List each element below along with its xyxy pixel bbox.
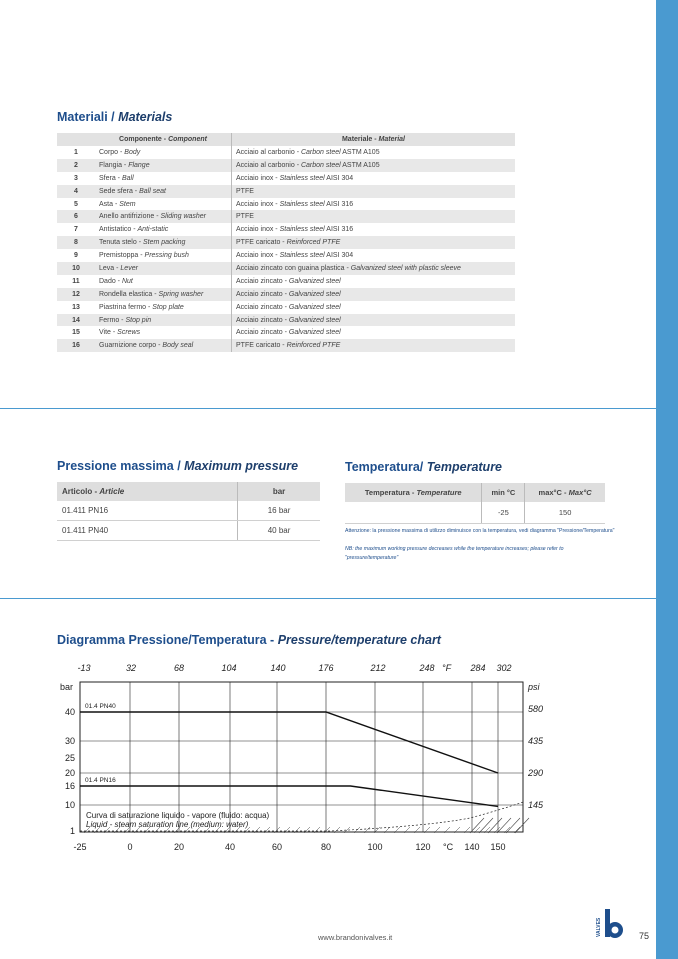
y-tick-label-bar: 20 <box>64 768 75 778</box>
x-tick-label-f: 248 <box>419 663 435 673</box>
col-bar: bar <box>238 482 320 501</box>
hatch-mark <box>497 818 511 833</box>
series-label: 01.4 PN40 <box>85 703 116 710</box>
col-max: max°C - Max°C <box>525 483 605 502</box>
logo-text: VALVES <box>596 917 602 937</box>
x-tick-label-c: 80 <box>320 842 332 852</box>
x-tick-label-f: 104 <box>221 663 237 673</box>
series-line-pn40 <box>80 712 498 773</box>
x-tick-label-f: 140 <box>270 663 286 673</box>
pressure-temperature-chart <box>0 650 656 865</box>
table-row: 16 Guarnizione corpo - Body seal PTFE caricato - Reinforced PTFE <box>57 339 515 352</box>
table-row: 3 Sfera - Ball Acciaio inox - Stainless steel AISI 304 <box>57 172 515 185</box>
table-row: 01.411 PN40 40 bar <box>57 521 320 541</box>
y-tick-label-bar: 25 <box>64 753 75 763</box>
x-tick-label-c: 150 <box>490 842 506 852</box>
table-row: 15 Vite - Screws Acciaio zincato - Galvanized steel <box>57 326 515 339</box>
x-tick-label-c: 20 <box>173 842 185 852</box>
y-tick-label-psi: 290 <box>528 768 544 778</box>
y-axis-label-bar: bar <box>60 682 74 692</box>
table-row: 12 Rondella elastica - Spring washer Acciaio zincato - Galvanized steel <box>57 288 515 301</box>
table-row: 7 Antistatico - Anti-static Acciaio inox - Stainless steel AISI 316 <box>57 223 515 236</box>
plot-frame <box>80 682 523 832</box>
y-tick-label-bar: 16 <box>64 781 75 791</box>
hatch-mark <box>506 818 520 833</box>
table-row: 2 Flangia - Flange Acciaio al carbonio - Carbon steel ASTM A105 <box>57 159 515 172</box>
temperature-table <box>345 483 605 524</box>
x-tick-label-f: 212 <box>370 663 386 673</box>
materials-header-row <box>57 133 515 146</box>
y-tick-label-psi: 145 <box>528 800 544 810</box>
table-row: 4 Sede sfera - Ball seat PTFE <box>57 185 515 198</box>
x-tick-label-c: 100 <box>367 842 383 852</box>
x-tick-label-c: 0 <box>127 842 133 852</box>
x-tick-label-c: 140 <box>464 842 480 852</box>
y-axis-label-psi: psi <box>528 682 540 692</box>
x-tick-label-f: 284 <box>470 663 486 673</box>
series-label: 01.4 PN16 <box>85 777 116 784</box>
chart-grid <box>80 682 523 832</box>
chart-series <box>80 703 498 806</box>
pressure-header-row <box>57 482 320 501</box>
col-material: Materiale - Material <box>232 133 516 146</box>
temperature-note-en: NB: the maximum working pressure decreases while the temperature increases; please refer to "pressure/temperature" <box>345 546 564 561</box>
brandoni-logo <box>595 907 625 943</box>
y-tick-label-bar: 30 <box>64 736 75 746</box>
materials-table <box>57 133 515 352</box>
temperature-title: Temperatura/ Temperature <box>345 460 503 474</box>
pressure-table <box>57 482 320 541</box>
f-unit-label: °F <box>442 663 452 673</box>
page-number: 75 <box>639 931 650 941</box>
y-tick-label-bar: 40 <box>64 707 75 717</box>
pressure-title: Pressione massima / Maximum pressure <box>57 459 299 473</box>
section-divider <box>0 408 656 409</box>
col-min: min °C <box>482 483 525 502</box>
hatch-mark <box>515 818 529 833</box>
footer-url[interactable]: www.brandonivalves.it <box>318 933 393 942</box>
table-row: 5 Asta - Stem Acciaio inox - Stainless steel AISI 316 <box>57 198 515 211</box>
x-tick-label-f: 176 <box>318 663 334 673</box>
y-tick-label-psi: 435 <box>528 736 544 746</box>
table-row: -25 150 <box>345 502 605 524</box>
materials-title: Materiali / Materials <box>57 110 173 124</box>
table-row: 14 Fermo - Stop pin Acciaio zincato - Galvanized steel <box>57 314 515 327</box>
side-color-bar <box>656 0 678 959</box>
temperature-header-row <box>345 483 605 502</box>
section-divider <box>0 598 656 599</box>
hatch-mark <box>488 818 502 833</box>
diagram-title: Diagramma Pressione/Temperatura - Pressure/temperature chart <box>57 633 441 647</box>
table-row: 1 Corpo - Body Acciaio al carbonio - Carbon steel ASTM A105 <box>57 146 515 159</box>
table-row: 6 Anello antifrizione - Sliding washer PTFE <box>57 210 515 223</box>
table-row: 13 Piastrina fermo - Stop plate Acciaio zincato - Galvanized steel <box>57 301 515 314</box>
table-row: 8 Tenuta stelo - Stem packing PTFE caricato - Reinforced PTFE <box>57 236 515 249</box>
x-tick-label-f: 68 <box>173 663 185 673</box>
y-tick-label-bar: 10 <box>64 800 75 810</box>
table-row: 11 Dado - Nut Acciaio zincato - Galvanized steel <box>57 275 515 288</box>
x-tick-label-c: -25 <box>73 842 87 852</box>
col-temperature: Temperatura - Temperature <box>345 483 482 502</box>
c-unit-label: °C <box>443 842 454 852</box>
table-row: 9 Premistoppa - Pressing bush Acciaio inox - Stainless steel AISI 304 <box>57 249 515 262</box>
temperature-note-it: Attenzione: la pressione massima di utilizzo diminuisce con la temperatura, vedi diagramma "Pressione/Temperatura" <box>345 528 615 534</box>
x-tick-label-f: 32 <box>125 663 137 673</box>
table-row: 01.411 PN16 16 bar <box>57 501 320 521</box>
saturation-label-it: Curva di saturazione liquido - vapore (fluido: acqua) <box>86 811 270 820</box>
y-tick-label-psi: 580 <box>528 704 544 714</box>
x-tick-label-c: 60 <box>271 842 283 852</box>
series-line-pn16 <box>80 786 498 806</box>
saturation-label-en: Liquid - steam saturation line (medium: water) <box>86 820 249 829</box>
x-tick-label-f: -13 <box>77 663 91 673</box>
table-row: 10 Leva - Lever Acciaio zincato con guaina plastica - Galvanized steel with plastic sleeve <box>57 262 515 275</box>
col-article: Articolo - Article <box>57 482 238 501</box>
x-tick-label-c: 40 <box>224 842 236 852</box>
y-tick-label-bar: 1 <box>69 826 75 836</box>
col-component: Componente - Component <box>95 133 232 146</box>
x-tick-label-c: 120 <box>415 842 431 852</box>
x-tick-label-f: 302 <box>496 663 512 673</box>
